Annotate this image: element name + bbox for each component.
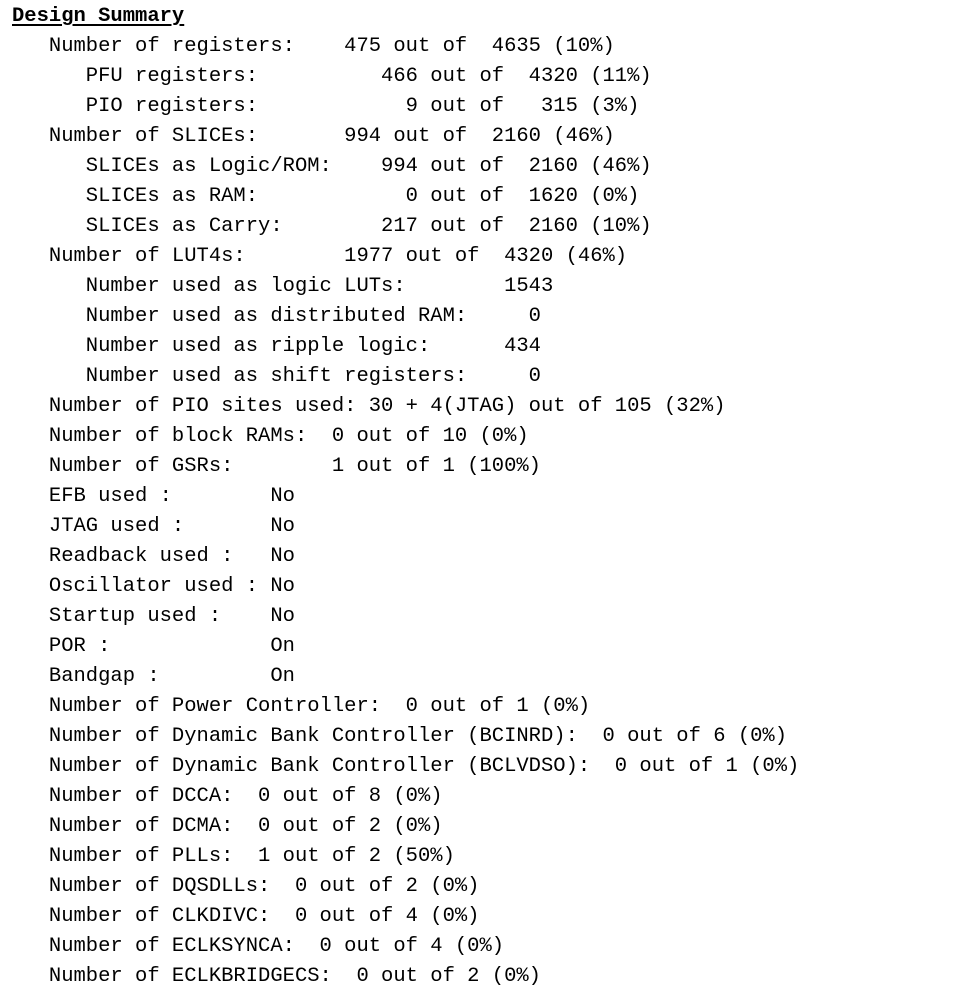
report-title: Design Summary: [12, 5, 185, 28]
report-line: Oscillator used : No: [12, 575, 295, 598]
report-line: Bandgap : On: [12, 665, 295, 688]
report-line: Number of LUT4s: 1977 out of 4320 (46%): [12, 245, 628, 268]
report-line: JTAG used : No: [12, 515, 295, 538]
report-line: Readback used : No: [12, 545, 295, 568]
report-line: SLICEs as Carry: 217 out of 2160 (10%): [12, 215, 652, 238]
report-line: SLICEs as RAM: 0 out of 1620 (0%): [12, 185, 640, 208]
report-line: Number of DCCA: 0 out of 8 (0%): [12, 785, 443, 808]
report-line: Number used as ripple logic: 434: [12, 335, 541, 358]
report-line: Number of DCMA: 0 out of 2 (0%): [12, 815, 443, 838]
report-line: Number of ECLKBRIDGECS: 0 out of 2 (0%): [12, 965, 541, 988]
report-line: Number of GSRs: 1 out of 1 (100%): [12, 455, 541, 478]
report-line: Number used as logic LUTs: 1543: [12, 275, 554, 298]
report-line: Number of ECLKSYNCA: 0 out of 4 (0%): [12, 935, 505, 958]
report-line: POR : On: [12, 635, 295, 658]
report-line: Number used as shift registers: 0: [12, 365, 541, 388]
report-line: Startup used : No: [12, 605, 295, 628]
report-line: SLICEs as Logic/ROM: 994 out of 2160 (46%): [12, 155, 652, 178]
report-line: Number of PLLs: 1 out of 2 (50%): [12, 845, 455, 868]
report-line: Number of PIO sites used: 30 + 4(JTAG) out of 105 (32%): [12, 395, 726, 418]
report-line: Number of Dynamic Bank Controller (BCLVDSO): 0 out of 1 (0%): [12, 755, 800, 778]
report-line: Number of Power Controller: 0 out of 1 (0%): [12, 695, 591, 718]
design-summary-report: [12, 2, 799, 992]
report-line: Number of SLICEs: 994 out of 2160 (46%): [12, 125, 615, 148]
report-line: Number of block RAMs: 0 out of 10 (0%): [12, 425, 529, 448]
report-line: Number of Dynamic Bank Controller (BCINRD): 0 out of 6 (0%): [12, 725, 788, 748]
report-line: EFB used : No: [12, 485, 295, 508]
report-line: Number used as distributed RAM: 0: [12, 305, 541, 328]
report-line: Number of CLKDIVC: 0 out of 4 (0%): [12, 905, 480, 928]
report-line: PFU registers: 466 out of 4320 (11%): [12, 65, 652, 88]
report-lines: [12, 32, 799, 992]
report-line: PIO registers: 9 out of 315 (3%): [12, 95, 640, 118]
report-line: Number of DQSDLLs: 0 out of 2 (0%): [12, 875, 480, 898]
report-line: Number of registers: 475 out of 4635 (10%): [12, 35, 615, 58]
